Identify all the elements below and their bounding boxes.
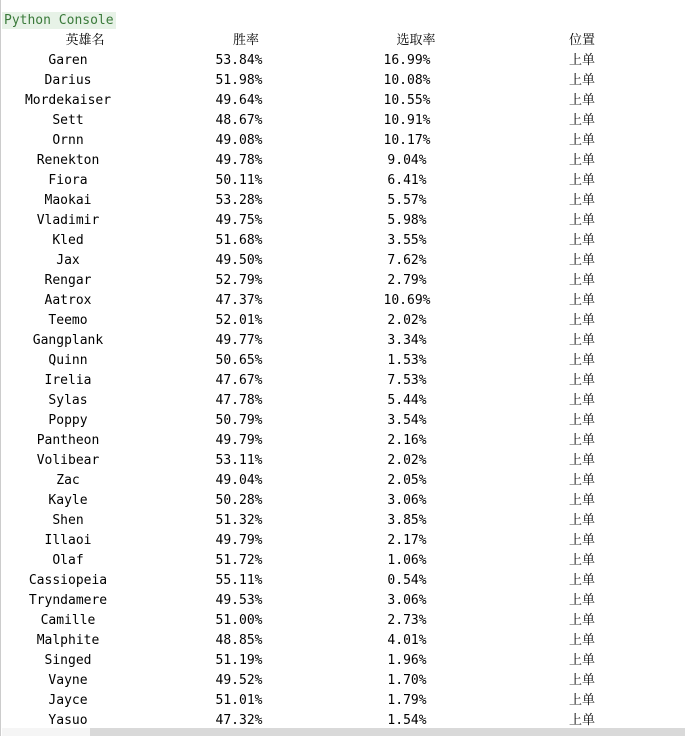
pick-rate-cell: 1.79% [387, 693, 427, 708]
win-rate-cell: 47.67% [215, 373, 263, 388]
win-rate-cell: 49.79% [215, 433, 263, 448]
champion-name-cell: Garen [48, 53, 88, 68]
position-cell: 上单 [568, 93, 596, 108]
champion-name-cell: Fiora [48, 173, 88, 188]
win-rate-cell: 49.64% [215, 93, 263, 108]
win-rate-cell: 49.08% [215, 133, 263, 148]
table-row [1, 191, 685, 211]
pick-rate-cell: 4.01% [387, 633, 427, 648]
pick-rate-cell: 5.98% [387, 213, 427, 228]
table-row [1, 151, 685, 171]
champion-name-cell: Kayle [48, 493, 88, 508]
table-row [1, 431, 685, 451]
win-rate-cell: 51.68% [215, 233, 263, 248]
win-rate-cell: 47.32% [215, 713, 263, 728]
position-cell: 上单 [568, 433, 596, 448]
win-rate-cell: 51.32% [215, 513, 263, 528]
pick-rate-cell: 1.96% [387, 653, 427, 668]
win-rate-cell: 49.77% [215, 333, 263, 348]
horizontal-scrollbar-thumb[interactable] [90, 728, 685, 736]
win-rate-cell: 48.67% [215, 113, 263, 128]
champion-name-cell: Ornn [52, 133, 84, 148]
position-cell: 上单 [568, 653, 596, 668]
table-row [1, 171, 685, 191]
position-cell: 上单 [568, 393, 596, 408]
win-rate-cell: 49.50% [215, 253, 263, 268]
table-row [1, 451, 685, 471]
table-row [1, 271, 685, 291]
win-rate-cell: 49.79% [215, 533, 263, 548]
position-cell: 上单 [568, 233, 596, 248]
pick-rate-cell: 16.99% [383, 53, 431, 68]
win-rate-cell: 50.79% [215, 413, 263, 428]
pick-rate-cell: 2.05% [387, 473, 427, 488]
position-cell: 上单 [568, 553, 596, 568]
champion-name-cell: Mordekaiser [24, 93, 112, 108]
win-rate-cell: 49.75% [215, 213, 263, 228]
table-row [1, 111, 685, 131]
pick-rate-cell: 10.69% [383, 293, 431, 308]
table-row [1, 671, 685, 691]
horizontal-scrollbar-track[interactable] [2, 728, 685, 736]
champion-name-cell: Camille [40, 613, 96, 628]
pick-rate-cell: 0.54% [387, 573, 427, 588]
position-cell: 上单 [568, 333, 596, 348]
position-cell: 上单 [568, 533, 596, 548]
table-row [1, 331, 685, 351]
pick-rate-cell: 3.54% [387, 413, 427, 428]
champion-name-cell: Renekton [36, 153, 100, 168]
position-cell: 上单 [568, 453, 596, 468]
pick-rate-cell: 6.41% [387, 173, 427, 188]
win-rate-cell: 49.04% [215, 473, 263, 488]
champion-name-cell: Darius [44, 73, 92, 88]
header-pick-rate: 选取率 [396, 33, 436, 48]
pick-rate-cell: 2.73% [387, 613, 427, 628]
pick-rate-cell: 2.02% [387, 313, 427, 328]
win-rate-cell: 49.53% [215, 593, 263, 608]
win-rate-cell: 47.37% [215, 293, 263, 308]
champion-name-cell: Poppy [48, 413, 88, 428]
table-row [1, 591, 685, 611]
table-row [1, 611, 685, 631]
win-rate-cell: 51.19% [215, 653, 263, 668]
win-rate-cell: 50.11% [215, 173, 263, 188]
win-rate-cell: 55.11% [215, 573, 263, 588]
position-cell: 上单 [568, 353, 596, 368]
win-rate-cell: 48.85% [215, 633, 263, 648]
win-rate-cell: 53.28% [215, 193, 263, 208]
position-cell: 上单 [568, 133, 596, 148]
position-cell: 上单 [568, 573, 596, 588]
table-row [1, 371, 685, 391]
pick-rate-cell: 2.79% [387, 273, 427, 288]
table-row [1, 91, 685, 111]
champion-name-cell: Tryndamere [28, 593, 108, 608]
table-row [1, 71, 685, 91]
position-cell: 上单 [568, 153, 596, 168]
position-cell: 上单 [568, 173, 596, 188]
champion-name-cell: Kled [52, 233, 84, 248]
table-row [1, 571, 685, 591]
pick-rate-cell: 9.04% [387, 153, 427, 168]
champion-name-cell: Jayce [48, 693, 88, 708]
pick-rate-cell: 1.54% [387, 713, 427, 728]
table-row [1, 511, 685, 531]
pick-rate-cell: 10.91% [383, 113, 431, 128]
win-rate-cell: 53.84% [215, 53, 263, 68]
position-cell: 上单 [568, 633, 596, 648]
win-rate-cell: 51.98% [215, 73, 263, 88]
champion-name-cell: Rengar [44, 273, 92, 288]
table-row [1, 631, 685, 651]
champion-name-cell: Illaoi [44, 533, 92, 548]
champion-name-cell: Olaf [52, 553, 84, 568]
position-cell: 上单 [568, 713, 596, 728]
position-cell: 上单 [568, 213, 596, 228]
table-rows [1, 51, 685, 731]
champion-name-cell: Sett [52, 113, 84, 128]
pick-rate-cell: 3.06% [387, 493, 427, 508]
champion-name-cell: Teemo [48, 313, 88, 328]
champion-name-cell: Vladimir [36, 213, 100, 228]
champion-name-cell: Gangplank [32, 333, 104, 348]
pick-rate-cell: 2.16% [387, 433, 427, 448]
win-rate-cell: 50.65% [215, 353, 263, 368]
win-rate-cell: 47.78% [215, 393, 263, 408]
pick-rate-cell: 10.17% [383, 133, 431, 148]
table-row [1, 531, 685, 551]
table-row [1, 311, 685, 331]
position-cell: 上单 [568, 193, 596, 208]
position-cell: 上单 [568, 513, 596, 528]
champion-name-cell: Volibear [36, 453, 100, 468]
champion-name-cell: Cassiopeia [28, 573, 108, 588]
pick-rate-cell: 3.55% [387, 233, 427, 248]
pick-rate-cell: 7.53% [387, 373, 427, 388]
champion-name-cell: Aatrox [44, 293, 92, 308]
position-cell: 上单 [568, 413, 596, 428]
position-cell: 上单 [568, 73, 596, 88]
position-cell: 上单 [568, 493, 596, 508]
table-row [1, 251, 685, 271]
win-rate-cell: 52.01% [215, 313, 263, 328]
champion-name-cell: Shen [52, 513, 84, 528]
table-header-row [1, 31, 685, 51]
win-rate-cell: 51.00% [215, 613, 263, 628]
pick-rate-cell: 3.34% [387, 333, 427, 348]
pick-rate-cell: 10.08% [383, 73, 431, 88]
win-rate-cell: 50.28% [215, 493, 263, 508]
champion-name-cell: Maokai [44, 193, 92, 208]
position-cell: 上单 [568, 673, 596, 688]
champion-name-cell: Vayne [48, 673, 88, 688]
header-win-rate: 胜率 [232, 33, 260, 48]
table-row [1, 211, 685, 231]
pick-rate-cell: 2.17% [387, 533, 427, 548]
table-row [1, 231, 685, 251]
table-row [1, 351, 685, 371]
pick-rate-cell: 2.02% [387, 453, 427, 468]
table-row [1, 651, 685, 671]
pick-rate-cell: 7.62% [387, 253, 427, 268]
pick-rate-cell: 3.85% [387, 513, 427, 528]
table-row [1, 411, 685, 431]
win-rate-cell: 51.01% [215, 693, 263, 708]
pick-rate-cell: 1.06% [387, 553, 427, 568]
win-rate-cell: 53.11% [215, 453, 263, 468]
champion-name-cell: Quinn [48, 353, 88, 368]
position-cell: 上单 [568, 293, 596, 308]
pick-rate-cell: 1.70% [387, 673, 427, 688]
champion-name-cell: Malphite [36, 633, 100, 648]
pick-rate-cell: 3.06% [387, 593, 427, 608]
position-cell: 上单 [568, 313, 596, 328]
pick-rate-cell: 5.44% [387, 393, 427, 408]
pick-rate-cell: 10.55% [383, 93, 431, 108]
win-rate-cell: 49.52% [215, 673, 263, 688]
position-cell: 上单 [568, 273, 596, 288]
champion-stats-table [1, 31, 685, 731]
champion-name-cell: Jax [56, 253, 80, 268]
position-cell: 上单 [568, 593, 596, 608]
win-rate-cell: 49.78% [215, 153, 263, 168]
table-row [1, 51, 685, 71]
table-row [1, 551, 685, 571]
table-row [1, 391, 685, 411]
champion-name-cell: Sylas [48, 393, 88, 408]
header-position: 位置 [568, 33, 596, 48]
pick-rate-cell: 1.53% [387, 353, 427, 368]
python-console-tab[interactable]: Python Console [4, 13, 114, 28]
position-cell: 上单 [568, 473, 596, 488]
header-champion-name: 英雄名 [65, 33, 105, 48]
position-cell: 上单 [568, 253, 596, 268]
table-row [1, 131, 685, 151]
position-cell: 上单 [568, 693, 596, 708]
champion-name-cell: Zac [56, 473, 80, 488]
win-rate-cell: 51.72% [215, 553, 263, 568]
pick-rate-cell: 5.57% [387, 193, 427, 208]
table-row [1, 471, 685, 491]
position-cell: 上单 [568, 53, 596, 68]
champion-name-cell: Yasuo [48, 713, 88, 728]
table-row [1, 291, 685, 311]
position-cell: 上单 [568, 613, 596, 628]
champion-name-cell: Singed [44, 653, 92, 668]
table-row [1, 691, 685, 711]
position-cell: 上单 [568, 113, 596, 128]
table-row [1, 491, 685, 511]
win-rate-cell: 52.79% [215, 273, 263, 288]
champion-name-cell: Irelia [44, 373, 92, 388]
champion-name-cell: Pantheon [36, 433, 100, 448]
position-cell: 上单 [568, 373, 596, 388]
